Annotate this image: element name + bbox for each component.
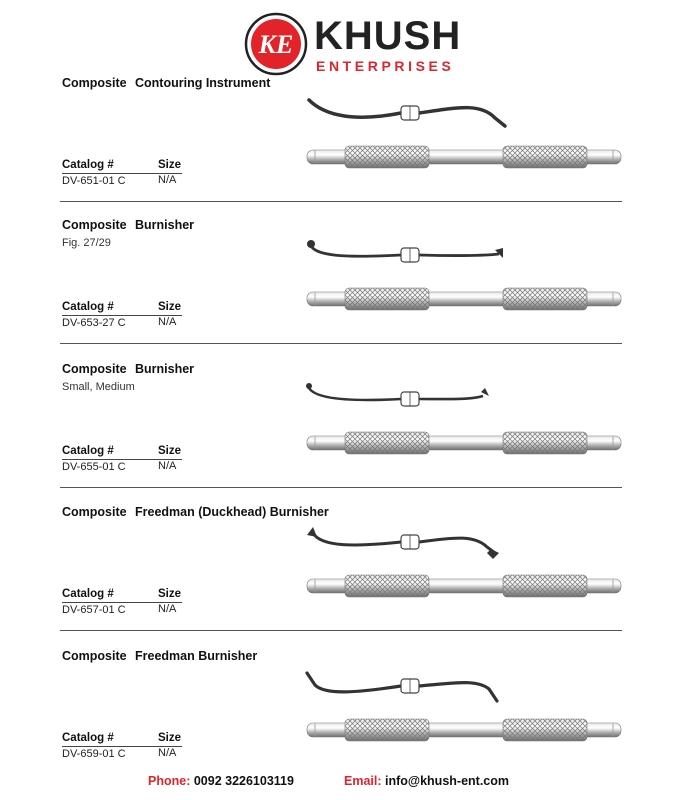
catalog-number: DV-657-01 C xyxy=(62,604,126,616)
product-title xyxy=(62,362,194,376)
phone-label: Phone: xyxy=(148,774,191,788)
product-name: Freedman (Duckhead) Burnisher xyxy=(135,505,329,519)
product-subtitle: Fig. 27/29 xyxy=(62,237,111,249)
instrument-handle-image xyxy=(305,572,623,600)
product-name: Contouring Instrument xyxy=(135,76,271,90)
size-value: N/A xyxy=(158,460,177,472)
product-name: Burnisher xyxy=(135,362,195,376)
section-divider xyxy=(60,630,622,631)
instrument-handle-image xyxy=(305,143,623,171)
instrument-working-end-image xyxy=(305,382,515,427)
size-header: Size xyxy=(158,445,182,457)
instrument-handle-image xyxy=(305,716,623,744)
product-title xyxy=(62,76,270,90)
catalog-header: Catalog # xyxy=(62,732,114,744)
size-value: N/A xyxy=(158,316,177,328)
product-title xyxy=(62,218,194,232)
size-header: Size xyxy=(158,301,182,313)
section-divider xyxy=(60,343,622,344)
catalog-header: Catalog # xyxy=(62,445,114,457)
size-header: Size xyxy=(158,159,182,171)
catalog-header: Catalog # xyxy=(62,588,114,600)
instrument-handle-image xyxy=(305,285,623,313)
phone-number: 0092 3226103119 xyxy=(193,774,294,788)
product-category: Composite xyxy=(62,76,127,90)
product-title xyxy=(62,649,257,663)
instrument-working-end-image xyxy=(305,669,515,714)
email-label: Email: xyxy=(344,774,382,788)
size-value: N/A xyxy=(158,747,177,759)
instrument-working-end-image xyxy=(305,525,515,570)
logo-letters: KE xyxy=(258,30,294,59)
product-category: Composite xyxy=(62,649,127,663)
catalog-number: DV-651-01 C xyxy=(62,175,126,187)
catalog-header: Catalog # xyxy=(62,301,114,313)
catalog-number: DV-659-01 C xyxy=(62,748,126,760)
product-category: Composite xyxy=(62,362,127,376)
product-subtitle: Small, Medium xyxy=(62,381,135,393)
brand-logo xyxy=(244,12,464,82)
section-divider xyxy=(60,201,622,202)
size-value: N/A xyxy=(158,603,177,615)
section-divider xyxy=(60,487,622,488)
catalog-number: DV-653-27 C xyxy=(62,317,126,329)
catalog-header: Catalog # xyxy=(62,159,114,171)
size-header: Size xyxy=(158,732,182,744)
instrument-working-end-image xyxy=(305,238,515,283)
product-title xyxy=(62,505,329,519)
instrument-working-end-image xyxy=(305,96,515,141)
brand-name: KHUSH xyxy=(314,14,462,58)
email-address[interactable]: info@khush-ent.com xyxy=(385,774,509,788)
product-category: Composite xyxy=(62,218,127,232)
brand-subtitle: ENTERPRISES xyxy=(316,58,455,74)
product-name: Freedman Burnisher xyxy=(135,649,258,663)
product-name: Burnisher xyxy=(135,218,195,232)
footer-phone xyxy=(148,774,294,788)
instrument-handle-image xyxy=(305,429,623,457)
brand-emblem-icon xyxy=(244,12,308,76)
catalog-number: DV-655-01 C xyxy=(62,461,126,473)
size-header: Size xyxy=(158,588,182,600)
footer-email xyxy=(344,774,509,788)
product-category: Composite xyxy=(62,505,127,519)
size-value: N/A xyxy=(158,174,177,186)
